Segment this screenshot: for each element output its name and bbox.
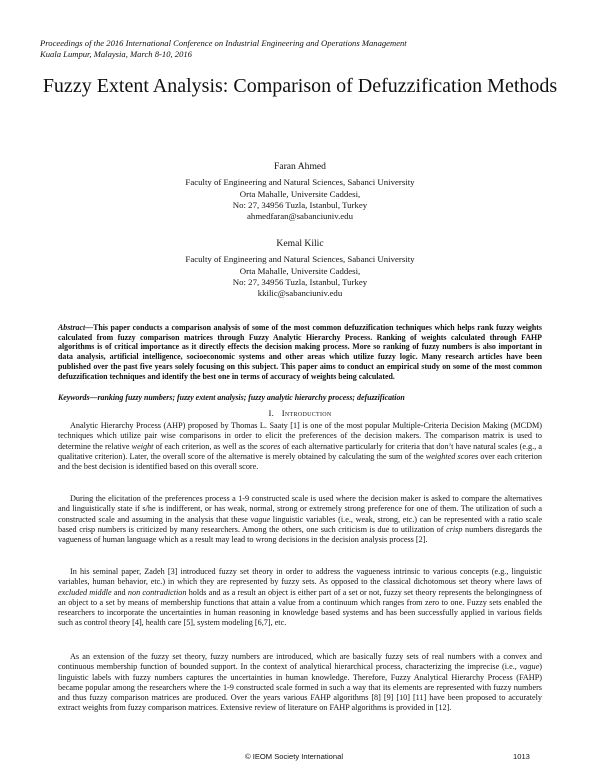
paragraph-text: As an extension of the fuzzy set theory, fuzzy numbers are introduced, which are basically fuzzy sets of real numbers with a convex and continuous membership function of bounded support. In the context of analytical hierarchical process, characterizing the imprecise (i.e., bbox=[58, 652, 542, 672]
abstract-text: —This paper conducts a comparison analysis of some of the most common defuzzification techniques which helps rank fuzzy weights calculated from fuzzy comparison matrices through Fuzzy Analytic Hierarchy Process. Ranking of weights calculated through FAHP algorithms is of critical importance as it directly effects the decision making process. More so ranking of fuzzy numbers is also important in data analysis, artificial intelligence, socioeconomic systems and other areas which utilize fuzzy logic. Many research articles have been published over the past five years solely focusing on this subject. This paper aims to conduct an empirical study on some of the most common defuzzification techniques and identify the best one in terms of accuracy of weights being calculated. bbox=[58, 323, 542, 381]
abstract bbox=[58, 323, 542, 381]
page-number: 1013 bbox=[513, 752, 530, 761]
paragraph-1 bbox=[58, 421, 542, 472]
author-address-line: No: 27, 34956 Tuzla, Istanbul, Turkey bbox=[232, 199, 368, 210]
emphasis: scores bbox=[259, 441, 281, 451]
author-email[interactable]: ahmedfaran@sabanciuniv.edu bbox=[247, 211, 353, 222]
author-address-line: Orta Mahalle, Universite Caddesi, bbox=[239, 265, 361, 276]
keywords bbox=[58, 393, 542, 402]
paragraph-text: linguistic variables (i.e., weak, strong, etc.) can be represented with a ratio scale based crisp numbers is criticized by many researchers. Among the others, one such criticism is due to utilization of bbox=[58, 514, 542, 534]
emphasis: vague bbox=[250, 514, 271, 524]
author-email[interactable]: kkilic@sabanciuniv.edu bbox=[257, 288, 343, 299]
author-affiliation: Faculty of Engineering and Natural Sciences, Sabanci University bbox=[185, 254, 415, 265]
running-header bbox=[40, 38, 407, 60]
author-address-line: No: 27, 34956 Tuzla, Istanbul, Turkey bbox=[232, 276, 368, 287]
paragraph-2 bbox=[58, 494, 542, 545]
section-title: Introduction bbox=[281, 408, 332, 418]
paragraph-text: In his seminal paper, Zadeh [3] introduced fuzzy set theory in order to address the vagueness intrinsic to various concepts (e.g., linguistic variables, human behavior, etc.) in which they are represented by fuzzy sets. As opposed to the classical dichotomous set theory where laws of bbox=[58, 567, 542, 587]
emphasis: vague bbox=[519, 662, 540, 672]
emphasis: excluded middle bbox=[58, 587, 112, 597]
conference-line: Proceedings of the 2016 International Conference on Industrial Engineering and Operations Management bbox=[40, 38, 407, 48]
paragraph-text: numbers disregards the vagueness of human language which as a result may lead to wrong decisions in the decision analysis process [2]. bbox=[58, 524, 542, 545]
paragraph-text: of each alternative particularly for criteria that don’t have natural scales (e.g., a qualitative criterion). Later, the overall score of the alternative is merely obtained by calculating the sum of the bbox=[58, 441, 542, 461]
abstract-label: Abstract bbox=[58, 323, 86, 332]
emphasis: non contradiction bbox=[127, 587, 187, 597]
emphasis: crisp bbox=[446, 524, 463, 534]
paragraph-text: over each criterion and the best decision is identified based on this overall score. bbox=[58, 451, 542, 472]
paper-title: Fuzzy Extent Analysis: Comparison of Defuzzification Methods bbox=[42, 75, 558, 97]
emphasis: weight bbox=[131, 441, 154, 451]
emphasis: weighted scores bbox=[425, 451, 479, 461]
author-block-1 bbox=[40, 161, 560, 222]
location-line: Kuala Lumpur, Malaysia, March 8-10, 2016 bbox=[40, 49, 192, 59]
keywords-label: Keywords bbox=[58, 393, 90, 402]
paragraph-3 bbox=[58, 567, 542, 629]
paragraph-text: During the elicitation of the preferences process a 1-9 constructed scale is used where the decision maker is asked to compare the alternatives and linguistically state if s/he is indifferent, or has weak, normal, strong or extremely strong preference for one of them. The utilization of such a constructed scale and assuming in the analysis that these bbox=[58, 494, 542, 524]
paragraph-text: ) linguistic labels with fuzzy numbers captures the uncertainties in human knowledge. Therefore, Fuzzy Analytical Hierarchy Process (FAHP) became popular among the researchers where the 1-9 constructed scale formed in such a way that its elements are represented with fuzzy numbers and thus fuzzy comparison matrices are produced. Over the years various FAHP algorithms [8] [9] [10] [11] have been proposed to accurately extract weights from fuzzy comparison matrices. Extensive review of literature on FAHP algorithms is provided in [12]. bbox=[58, 662, 542, 713]
section-heading bbox=[40, 408, 560, 418]
paragraph-text: and bbox=[111, 587, 128, 597]
keywords-text: —ranking fuzzy numbers; fuzzy extent analysis; fuzzy analytic hierarchy process; defuzzification bbox=[89, 393, 405, 402]
author-block-2 bbox=[40, 238, 560, 299]
author-affiliation: Faculty of Engineering and Natural Sciences, Sabanci University bbox=[185, 177, 415, 188]
footer-society: © IEOM Society International bbox=[245, 752, 344, 761]
section-number: I. bbox=[268, 408, 275, 418]
paragraph-text: of each criterion, as well as the bbox=[153, 441, 260, 451]
paragraph-text: holds and as a result an object is either part of a set or not, fuzzy set theory represents the belongingness of an object to a set by means of membership functions that attain a value from a continuum which ranges from zero to one. Fuzzy sets enabled the researchers to incorporate the uncertainties in human reasoning in knowledge based systems and has been successfully applied in various fields such as control theory [4], health care [5], system modeling [6,7], etc. bbox=[58, 587, 542, 628]
author-name: Faran Ahmed bbox=[274, 161, 326, 172]
author-address-line: Orta Mahalle, Universite Caddesi, bbox=[239, 188, 361, 199]
paragraph-text: Analytic Hierarchy Process (AHP) proposed by Thomas L. Saaty [1] is one of the most popular Multiple-Criteria Decision Making (MCDM) techniques which utilize pair wise comparisons in order to elicit the preferences of the decision makers. The comparison matrix is used to determine the relative bbox=[58, 421, 542, 451]
paragraph-4 bbox=[58, 652, 542, 714]
author-name: Kemal Kilic bbox=[276, 238, 324, 249]
